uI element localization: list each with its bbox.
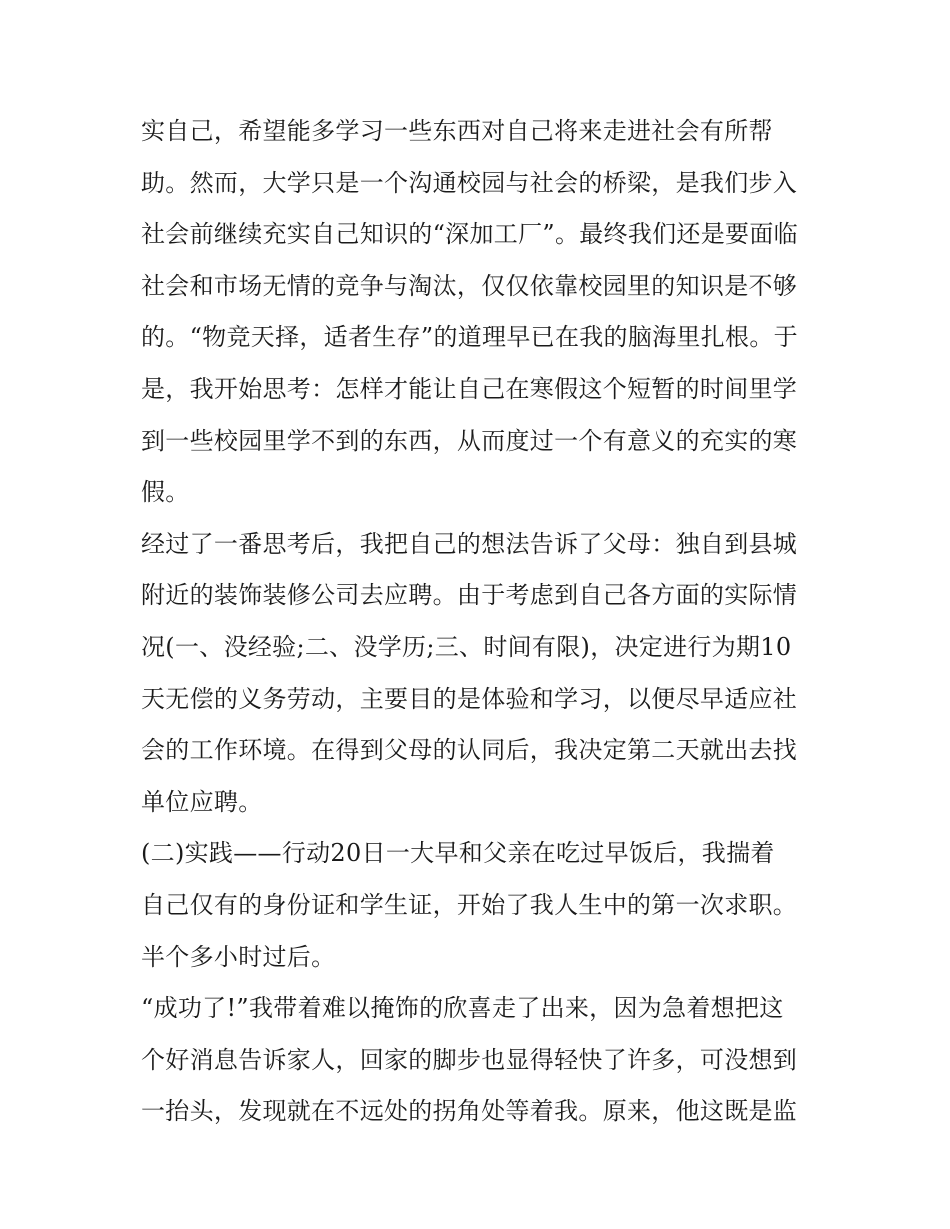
- text-line: (二)实践——行动20日一大早和父亲在吃过早饭后，我揣着: [141, 839, 775, 868]
- text-line: 到一些校园里学不到的东西，从而度过一个有意义的充实的寒: [141, 426, 798, 455]
- text-line: 单位应聘。: [141, 787, 263, 816]
- text-line: 附近的装饰装修公司去应聘。由于考虑到自己各方面的实际情: [141, 581, 798, 610]
- text-line: 天无偿的义务劳动，主要目的是体验和学习，以便尽早适应社: [141, 684, 798, 713]
- text-line: 一抬头，发现就在不远处的拐角处等着我。原来，他这既是监: [141, 1097, 798, 1126]
- text-line: 会的工作环境。在得到父母的认同后，我决定第二天就出去找: [141, 736, 798, 765]
- text-line: 半个多小时过后。: [141, 942, 336, 971]
- text-line: 个好消息告诉家人，回家的脚步也显得轻快了许多，可没想到: [141, 1045, 798, 1074]
- text-line: 假。: [141, 478, 190, 507]
- text-line: 助。然而，大学只是一个沟通校园与社会的桥梁，是我们步入: [141, 168, 798, 197]
- text-line: 社会和市场无情的竞争与淘汰，仅仅依靠校园里的知识是不够: [141, 271, 798, 300]
- document-body: [141, 106, 821, 1138]
- text-line: 自己仅有的身份证和学生证，开始了我人生中的第一次求职。: [141, 890, 798, 919]
- text-line: “成功了!”我带着难以掩饰的欣喜走了出来，因为急着想把这: [141, 994, 784, 1023]
- text-line: 的。“物竞天择，适者生存”的道理早已在我的脑海里扎根。于: [141, 323, 798, 352]
- text-line: 社会前继续充实自己知识的“深加工厂”。最终我们还是要面临: [141, 220, 798, 249]
- text-line: 况(一、没经验;二、没学历;三、时间有限)，决定进行为期10: [141, 632, 792, 661]
- text-line: 经过了一番思考后，我把自己的想法告诉了父母：独自到县城: [141, 529, 798, 558]
- text-line: 实自己，希望能多学习一些东西对自己将来走进社会有所帮: [141, 117, 773, 145]
- text-line: 是，我开始思考：怎样才能让自己在寒假这个短暂的时间里学: [141, 374, 798, 403]
